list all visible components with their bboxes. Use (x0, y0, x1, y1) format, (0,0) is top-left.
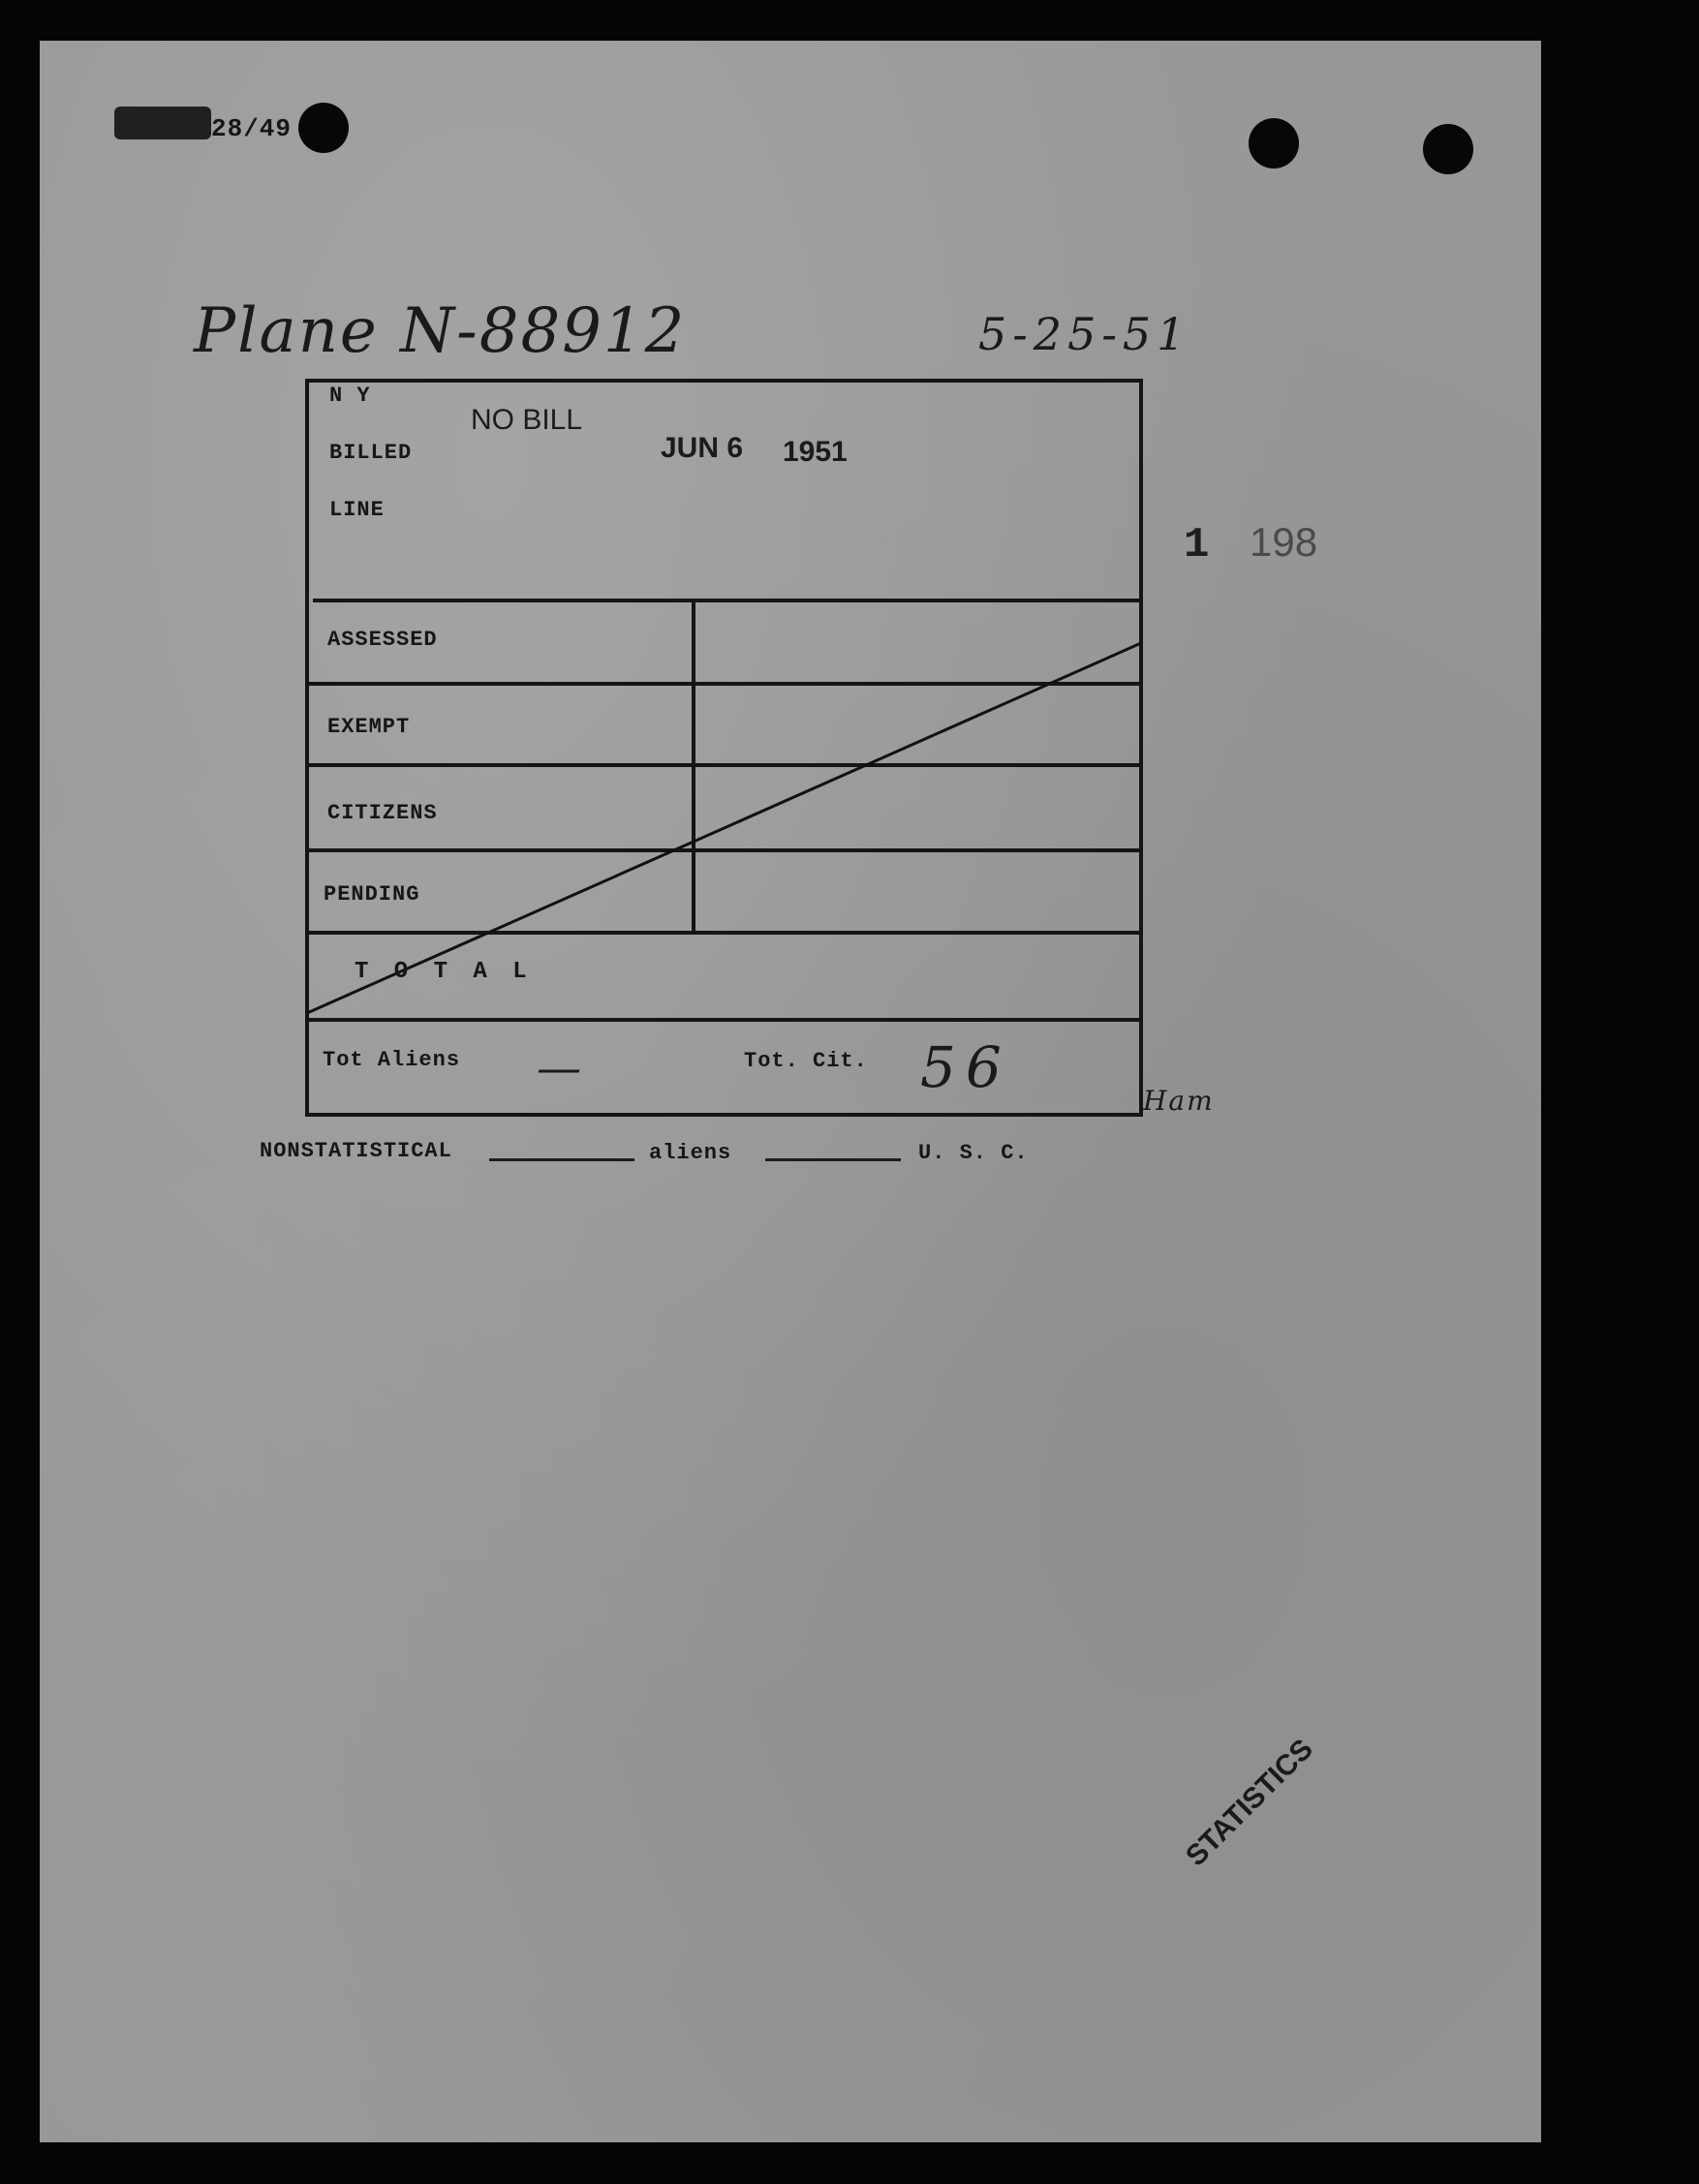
row-label-pending: PENDING (324, 882, 420, 907)
no-bill-stamp: NO BILL (471, 404, 583, 436)
usc-label: U. S. C. (918, 1141, 1029, 1165)
row-label-citizens: CITIZENS (327, 801, 438, 825)
handwritten-date: 5-25-51 (978, 308, 1191, 360)
tot-aliens-label: Tot Aliens (323, 1048, 461, 1072)
date-stamp-month-day: JUN 6 (661, 432, 744, 464)
tot-cit-label: Tot. Cit. (744, 1049, 868, 1073)
row-label-assessed: ASSESSED (327, 628, 438, 652)
form-label-line: LINE (329, 498, 385, 522)
form-label-billed: BILLED (329, 441, 413, 465)
tot-aliens-value: — (537, 1041, 583, 1093)
side-number-prefix: 1 (1184, 521, 1211, 569)
side-number: 198 (1250, 519, 1318, 565)
aliens-label: aliens (649, 1141, 732, 1165)
date-stamp-year: 1951 (783, 436, 848, 468)
row-label-total: T O T A L (355, 959, 533, 985)
handwritten-plane-number: Plane N-88912 (194, 295, 687, 367)
nonstatistical-label: NONSTATISTICAL (260, 1139, 452, 1163)
initials: Ham (1143, 1085, 1215, 1117)
statistics-stamp: STATISTICS (1180, 1733, 1319, 1873)
nonstatistical-usc-blank (765, 1158, 901, 1161)
form-label-ny: N Y (329, 384, 371, 408)
tot-cit-value: 56 (920, 1034, 1011, 1100)
row-label-exempt: EXEMPT (327, 715, 411, 739)
nonstatistical-aliens-blank (489, 1158, 634, 1161)
corner-stamp: 28/49 (211, 114, 293, 143)
